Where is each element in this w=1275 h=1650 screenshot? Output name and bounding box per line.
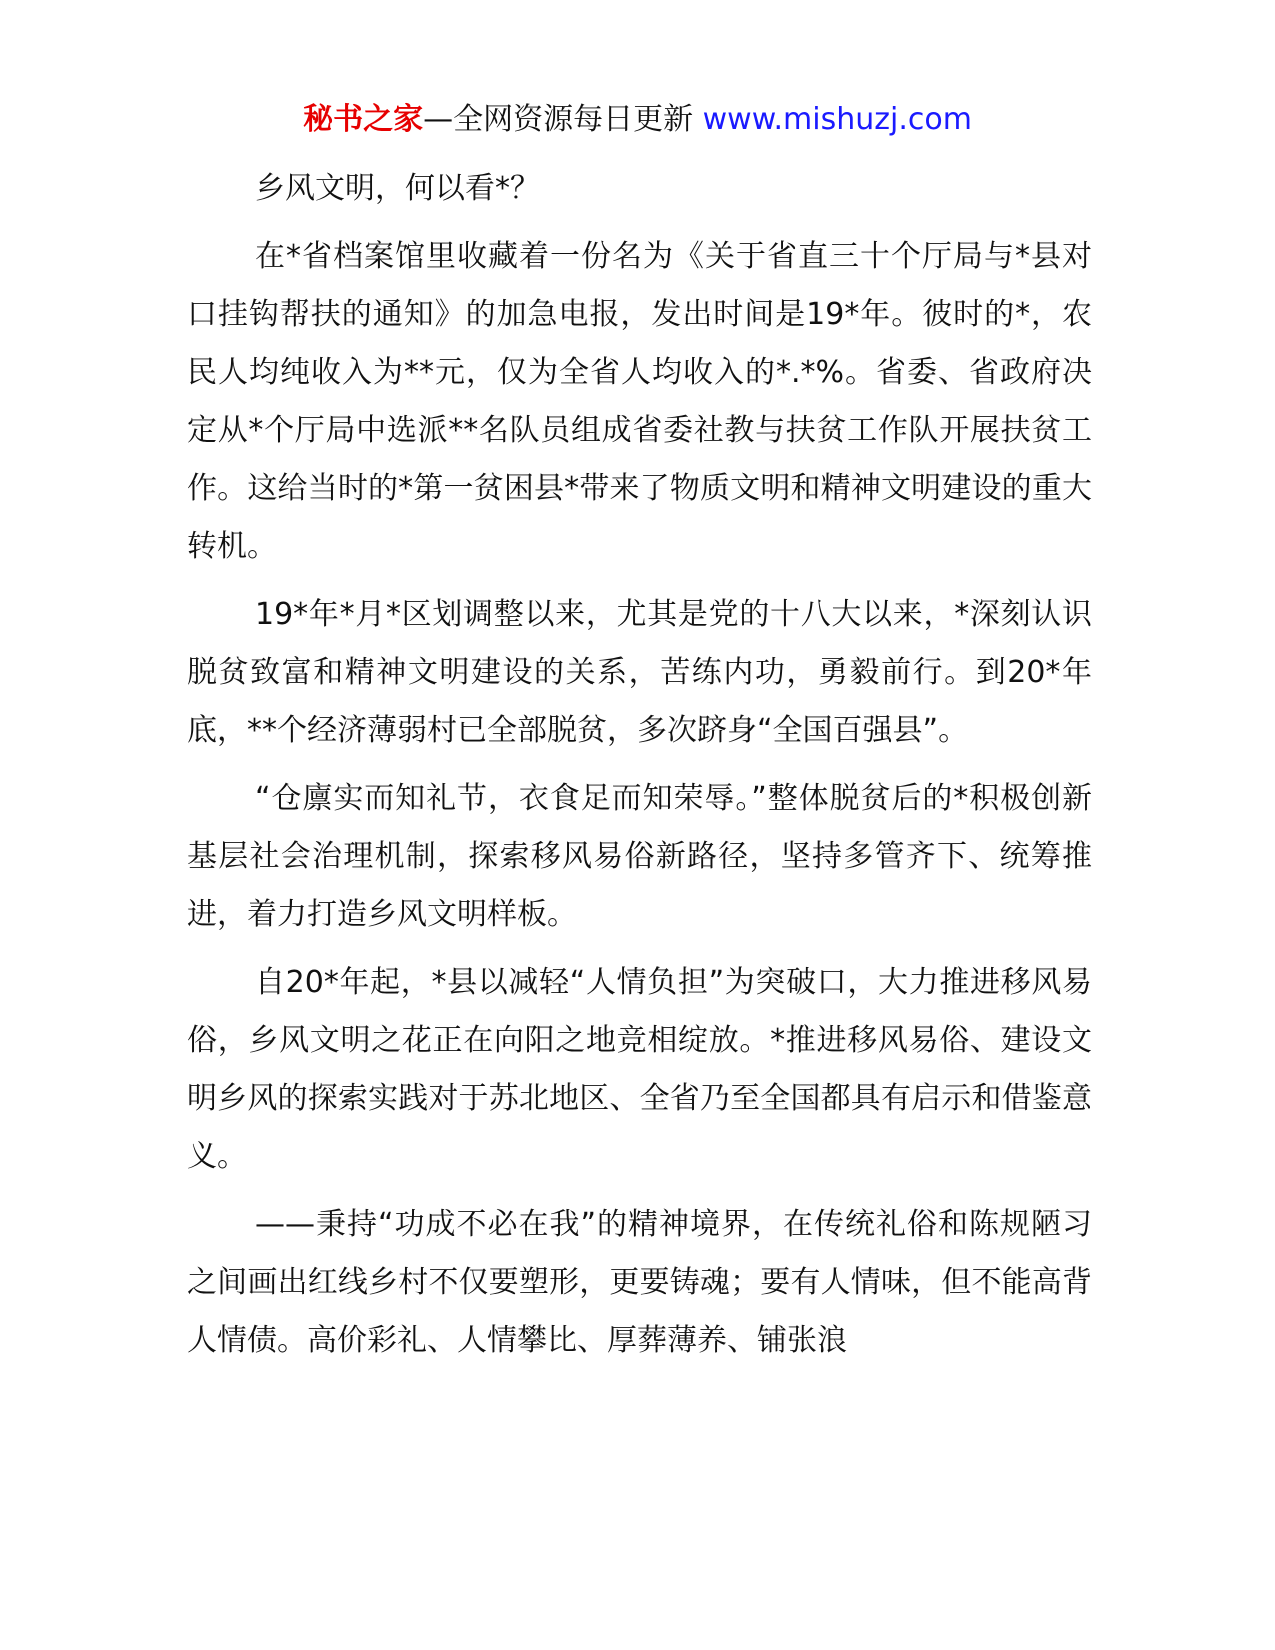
document-body xyxy=(187,160,1092,1380)
site-url-link[interactable]: www.mishuzj.com xyxy=(702,102,972,137)
paragraph-title: 乡风文明，何以看*？ xyxy=(255,171,540,206)
paragraph-quote: “仓廪实而知礼节，衣食足而知荣辱。”整体脱贫后的*积极创新基层社会治理机制，探索移风易俗新路径，坚持多管齐下、统筹推进，着力打造乡风文明样板。 xyxy=(187,781,1092,932)
paragraph-reform: 自20*年起，*县以减轻“人情负担”为突破口，大力推进移风易俗，乡风文明之花正在向阳之地竞相绽放。*推进移风易俗、建设文明乡风的探索实践对于苏北地区、全省乃至全国都具有启示和借鉴意义。 xyxy=(187,965,1092,1174)
paragraph-principle: ——秉持“功成不必在我”的精神境界，在传统礼俗和陈规陋习之间画出红线乡村不仅要塑形，更要铸魂；要有人情味，但不能高背人情债。高价彩礼、人情攀比、厚葬薄养、铺张浪 xyxy=(187,1207,1092,1358)
header-tagline: —全网资源每日更新 xyxy=(423,102,703,137)
page-header xyxy=(0,100,1275,140)
paragraph-progress: 19*年*月*区划调整以来，尤其是党的十八大以来，*深刻认识脱贫致富和精神文明建设的关系，苦练内功，勇毅前行。到20*年底，**个经济薄弱村已全部脱贫，多次跻身“全国百强县”。 xyxy=(187,597,1092,748)
paragraph-archive: 在*省档案馆里收藏着一份名为《关于省直三十个厅局与*县对口挂钩帮扶的通知》的加急电报，发出时间是19*年。彼时的*，农民人均纯收入为**元，仅为全省人均收入的*.*%。省委、省政府决定从*个厅局中选派**名队员组成省委社教与扶贫工作队开展扶贫工作。这给当时的*第一贫困县*带来了物质文明和精神文明建设的重大转机。 xyxy=(187,239,1092,564)
brand-name: 秘书之家 xyxy=(303,102,424,137)
